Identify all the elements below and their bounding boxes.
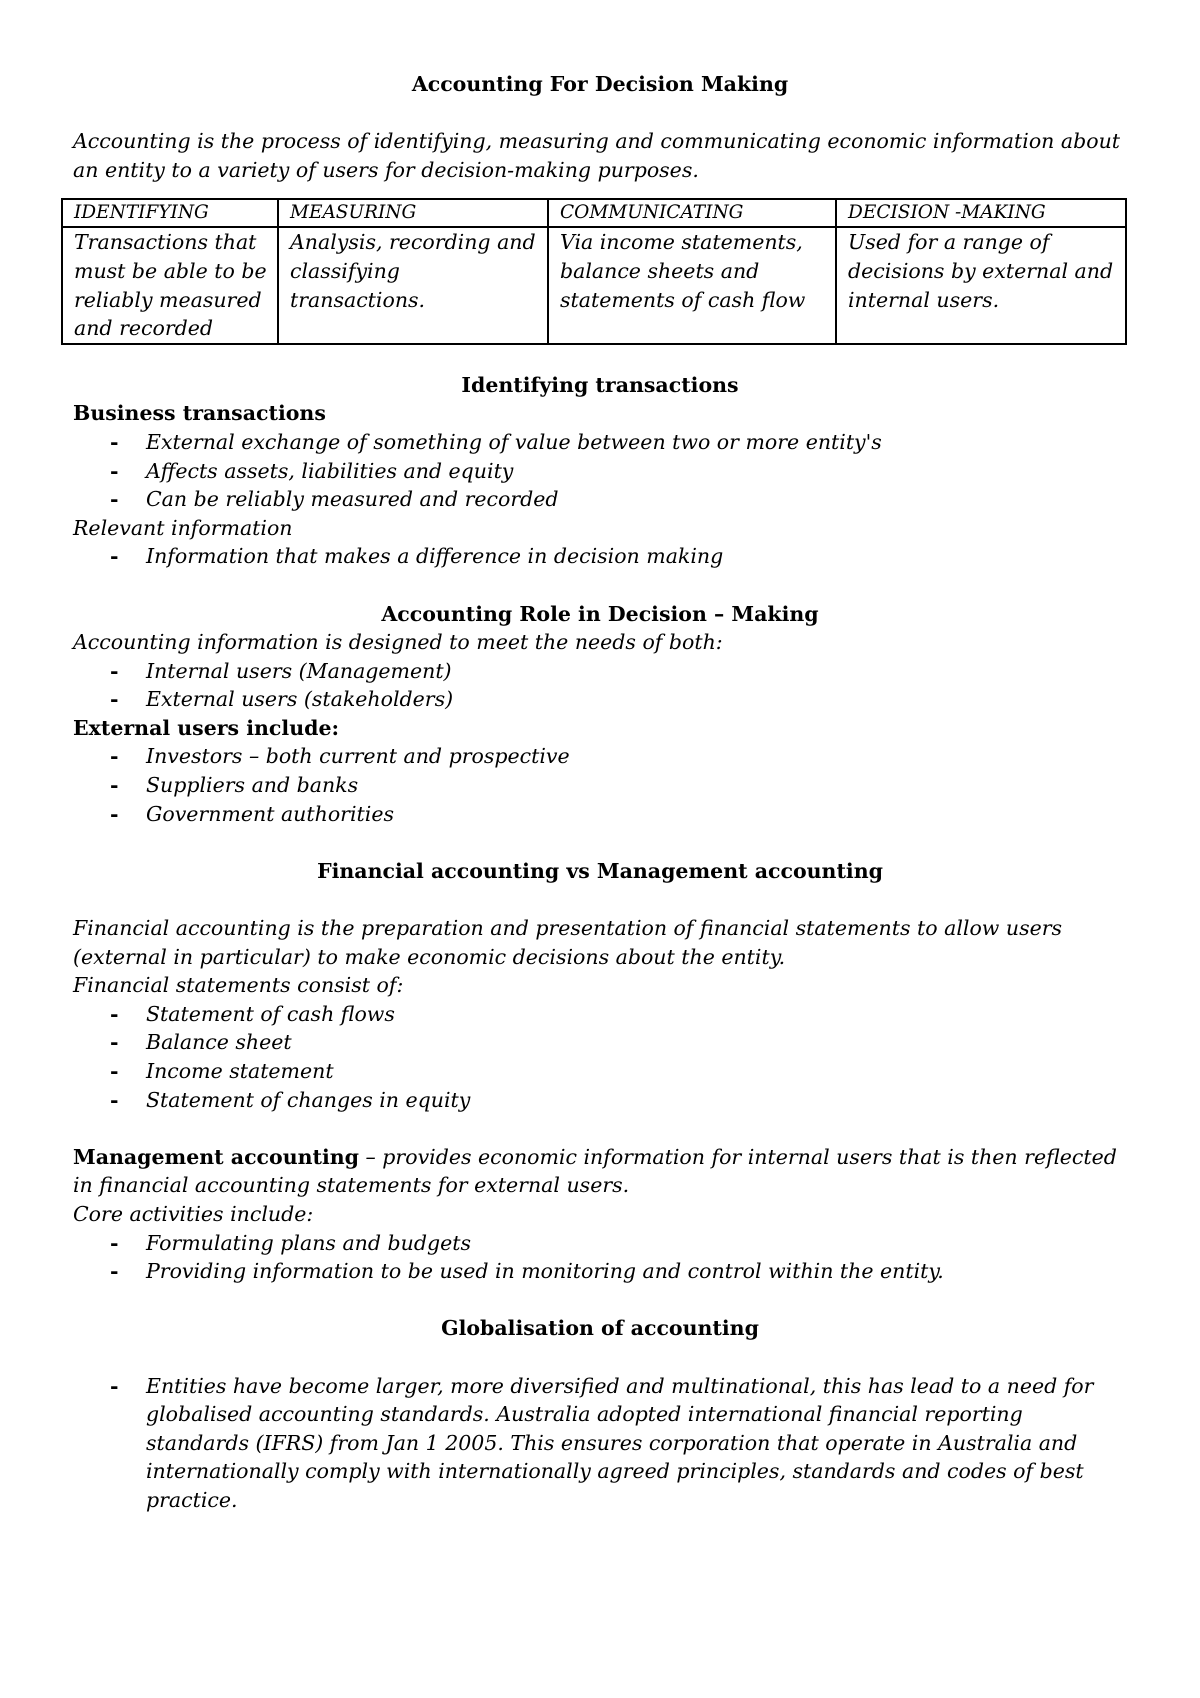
bullet-dash: - bbox=[110, 1087, 119, 1112]
list-item-text: Suppliers and banks bbox=[146, 773, 359, 798]
bullet-dash: - bbox=[110, 1059, 119, 1083]
list-item bbox=[73, 771, 1127, 800]
list-item-text: Affects assets, liabilities and equity bbox=[146, 458, 514, 483]
list-item-text: Statement of cash flows bbox=[146, 1001, 395, 1026]
list-item bbox=[73, 428, 1127, 457]
document-page bbox=[73, 70, 1127, 1515]
subheading-relevant-information: Relevant information bbox=[73, 515, 293, 540]
management-paragraph bbox=[73, 1143, 1127, 1200]
list-item bbox=[73, 1229, 1127, 1258]
subheading-business-transactions: Business transactions bbox=[73, 401, 326, 426]
list-item bbox=[73, 1028, 1127, 1057]
section-heading-role: Accounting Role in Decision – Making bbox=[381, 601, 819, 626]
subheading-external-users: External users include: bbox=[73, 715, 340, 740]
list-item-text: External exchange of something of value between two or more entity's bbox=[146, 429, 882, 454]
external-users-list bbox=[73, 742, 1127, 828]
financial-paragraph: Financial accounting is the preparation and presentation of financial statements to allow users (external in particular) to make economic decisions about the entity. bbox=[73, 916, 1063, 969]
bullet-dash: - bbox=[110, 687, 119, 712]
section-heading-globalisation: Globalisation of accounting bbox=[441, 1316, 759, 1341]
bullet-dash: - bbox=[110, 1001, 119, 1026]
table-header-row bbox=[62, 199, 1126, 227]
management-text: – provides economic information for internal users that is then reflected in financial accounting statements for external users. bbox=[73, 1144, 1117, 1198]
list-item-text: Statement of changes in equity bbox=[146, 1087, 471, 1112]
list-item bbox=[73, 457, 1127, 486]
table-header-cell: COMMUNICATING bbox=[548, 199, 836, 227]
list-item-text: External users (stakeholders) bbox=[146, 687, 454, 712]
bullet-dash: - bbox=[110, 1030, 119, 1055]
bullet-dash: - bbox=[110, 773, 119, 798]
management-term: Management accounting bbox=[73, 1144, 360, 1169]
bullet-dash: - bbox=[110, 1373, 119, 1398]
role-intro: Accounting information is designed to meet the needs of both: bbox=[73, 630, 723, 655]
list-item bbox=[73, 1372, 1127, 1515]
table-row bbox=[62, 227, 1126, 343]
bullet-dash: - bbox=[110, 658, 119, 683]
list-item bbox=[73, 1000, 1127, 1029]
bullet-dash: - bbox=[110, 429, 119, 454]
table-cell: Transactions that must be able to be reliably measured and recorded bbox=[62, 227, 278, 343]
relevant-information-list bbox=[73, 542, 1127, 571]
globalisation-list bbox=[73, 1372, 1127, 1515]
business-transactions-list bbox=[73, 428, 1127, 514]
list-item-text: Formulating plans and budgets bbox=[146, 1230, 471, 1255]
document-title: Accounting For Decision Making bbox=[411, 72, 789, 96]
bullet-dash: - bbox=[110, 801, 119, 826]
definition-table bbox=[61, 198, 1127, 344]
list-item bbox=[73, 742, 1127, 771]
list-item-text: Balance sheet bbox=[146, 1030, 292, 1055]
list-item-text: Internal users (Management) bbox=[146, 658, 452, 683]
list-item bbox=[73, 657, 1127, 686]
list-item-text: Income statement bbox=[146, 1059, 334, 1083]
table-cell: Analysis, recording and classifying transactions. bbox=[278, 227, 548, 343]
list-item-text: Investors – both current and prospective bbox=[146, 744, 570, 769]
list-item-text: Can be reliably measured and recorded bbox=[146, 487, 559, 512]
bullet-dash: - bbox=[110, 1230, 119, 1255]
users-list bbox=[73, 657, 1127, 714]
core-intro: Core activities include: bbox=[73, 1201, 314, 1226]
list-item-text: Entities have become larger, more diversified and multinational, this has lead to a need for globalised accounting standards. Australia adopted international financial reporting standards (IFRS) from Jan 1 2005. This ensures corporation that operate in Australia and internationally comply with internationally agreed principles, standards and codes of best practice. bbox=[146, 1373, 1094, 1512]
bullet-dash: - bbox=[110, 1259, 119, 1284]
list-item-text: Government authorities bbox=[146, 801, 394, 826]
list-item bbox=[73, 542, 1127, 571]
intro-paragraph: Accounting is the process of identifying, measuring and communicating economic information about an entity to a variety of users for decision-making purposes. bbox=[73, 129, 1121, 182]
bullet-dash: - bbox=[110, 487, 119, 512]
list-item-text: Providing information to be used in monitoring and control within the entity. bbox=[146, 1259, 944, 1284]
list-item bbox=[73, 685, 1127, 714]
statements-intro: Financial statements consist of: bbox=[73, 973, 404, 998]
table-cell: Via income statements, balance sheets and statements of cash flow bbox=[548, 227, 836, 343]
section-heading-identifying: Identifying transactions bbox=[461, 372, 739, 397]
section-heading-financial: Financial accounting vs Management accounting bbox=[317, 858, 883, 883]
bullet-dash: - bbox=[110, 544, 119, 569]
core-activities-list bbox=[73, 1229, 1127, 1286]
table-header-cell: DECISION -MAKING bbox=[836, 199, 1126, 227]
bullet-dash: - bbox=[110, 744, 119, 769]
list-item bbox=[73, 1086, 1127, 1115]
table-cell: Used for a range of decisions by external and internal users. bbox=[836, 227, 1126, 343]
list-item bbox=[73, 1257, 1127, 1286]
table-header-cell: IDENTIFYING bbox=[62, 199, 278, 227]
list-item bbox=[73, 485, 1127, 514]
list-item-text: Information that makes a difference in decision making bbox=[146, 544, 724, 569]
bullet-dash: - bbox=[110, 458, 119, 483]
table-header-cell: MEASURING bbox=[278, 199, 548, 227]
statements-list bbox=[73, 1000, 1127, 1114]
list-item bbox=[73, 800, 1127, 829]
list-item bbox=[73, 1057, 1127, 1086]
